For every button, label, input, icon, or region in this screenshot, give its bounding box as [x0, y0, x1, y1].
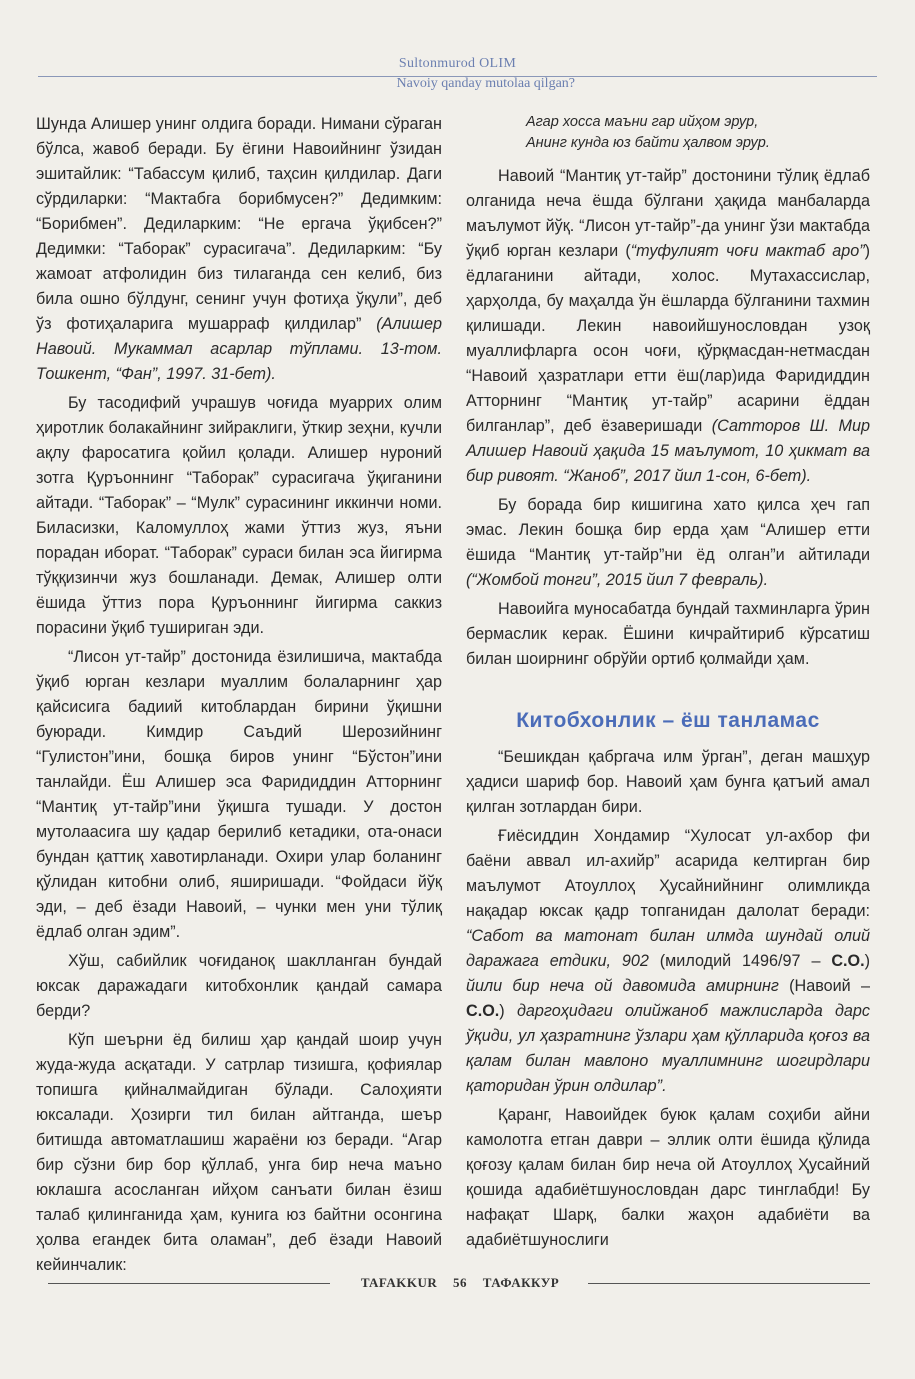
header-rule: [38, 76, 877, 77]
citation: (Алишер Навоий. Мукаммал асарлар тўплами. 13-том. Тошкент, “Фан”, 1997. 31-бет).: [36, 315, 442, 383]
quote: йили бир неча ой давомида амирнинг: [466, 977, 779, 995]
left-column: [36, 112, 442, 1278]
verse-quote: [466, 112, 870, 154]
paragraph: [466, 824, 870, 1099]
citation: (Сатторов Ш. Мир Алишер Навоий ҳақида 15 маълумот, 10 ҳикмат ва бир ривоят. “Жаноб”, 2017 йил 1-сон, 6-бет).: [466, 417, 870, 485]
running-header: [0, 56, 915, 92]
quote: даргоҳидаги олийжаноб мажлисларда дарс ўқиди, ул ҳазратнинг ўзлари ҳам қўлларида қоғоз ва қалам билан мавлоно муаллимнинг шогирдлари қаторидан ўрин олдилар”.: [466, 1002, 871, 1095]
quote: “Сабот ва матонат билан илмда шундай олий даражага етдики, 902: [466, 927, 870, 970]
initials: С.О.: [466, 1002, 500, 1020]
paragraph: Бу тасодифий учрашув чоғида муаррих олим ҳиротлик болакайнинг зийраклиги, ўткир зеҳни, кучли ақлу фаросатига қойил қолади. Алишер нуроний зотга Қуръоннинг “Таборак” сурасигача ўқиганини айтади. “Таборак” – “Мулк” сурасининг иккинчи номи. Биласизки, Каломуллоҳ жами ўттиз жуз, яъни порадан иборат. “Таборак” сураси билан эса йигирма тўққизинчи жуз бошланади. Демак, Алишер олти ёшида ўттиз пора Қуръоннинг йигирма саккиз порасини ўқиб тушириган эди.: [36, 394, 442, 637]
paragraph-text: Шунда Алишер унинг олдига боради. Нимани сўраган бўлса, жавоб беради. Бу ёгини Навоийнинг ўзидан эшитайлик: “Табассум қилиб, таҳсин қилдилар. Даги сўрдиларки: “Мактабга борибмусен?” Дедимким: “Борибмен”. Дедиларким: “Не ергача ўқибсен?” Дедимки: “Таборак” сурасигача”. Дедиларким: “Бу жамоат атфолидин биз тилаганда сен келиб, биз била ошно бўлдунг, сенинг учун фотиҳа ўқули”, деб ўз фотиҳаларига мушарраф қилдилар”: [36, 115, 442, 333]
paragraph-text: Ғиёсиддин Хондамир “Хулосат ул-ахбор фи баёни аввал ил-ахийр” асарида келтирган бир маълумот Атоуллоҳ Ҳусайнийнинг олимликда нақадар юксак қадр топганидан далолат беради:: [466, 827, 870, 920]
header-subtitle: Navoiy qanday mutolaa qilgan?: [396, 76, 575, 91]
citation: (“Жомбой тонги”, 2015 йил 7 февраль).: [466, 571, 769, 589]
right-column: [466, 112, 870, 1253]
paragraph: [36, 112, 442, 387]
paragraph: Қаранг, Навоийдек буюк қалам соҳиби айни камолотга етган даври – эллик олти ёшида қўлида қоғозу қалам билан бир неча ой Атоуллоҳ Ҳусайний қошида адабиётшунословдан дарс тинглабди! Бу нафақат Шарқ, балки жаҳон адабиёти ва адабиётшунослиги: [466, 1106, 870, 1249]
paragraph-text: ): [864, 952, 871, 970]
initials: С.О.: [831, 952, 865, 970]
paragraph-text: (Навоий –: [778, 977, 870, 995]
footer-text: [340, 1275, 580, 1291]
footer-journal-cyrillic: ТАФАККУР: [482, 1275, 560, 1290]
section-heading: Китобхонлик – ёш танламас: [516, 709, 820, 732]
paragraph-text: ): [499, 1002, 517, 1020]
quote: “туфулият чоғи мактаб аро”: [630, 242, 865, 260]
paragraph-text: ) ёдлаганини айтади, холос. Мутахассислар, ҳарҳолда, бу маҳалда ўн ёшларда бўлганини тахмин қилишади. Лекин навоийшунословдан узоқ муаллифларга осон чоғи, қўрқмасдан-нетмасдан “Навоий ҳазратлари етти ёш(лар)ида Фаридиддин Атторнинг “Мантиқ ут-тайр” асарини ёддан билганлар”, деб ёзаверишади: [466, 242, 871, 435]
footer-rule-right: [588, 1283, 870, 1284]
verse-line: Анинг кунда юз байти ҳалвом эрур.: [526, 135, 770, 151]
paragraph: “Лисон ут-тайр” достонида ёзилишича, мактабда ўқиб юрган кезлари муаллим болаларнинг ҳар қайсисига бадиий китоблардан бирини ўқишни буюради. Кимдир Саъдий Шерозийнинг “Гулистон”ини, бошқа биров унинг “Бўстон”ини танлайди. Ёш Алишер эса Фаридиддин Атторнинг “Мантиқ ут-тайр”ини ўқишга тушади. У достон мутолаасига шу қадар берилиб кетадики, ота-онаси бундан қаттиқ хавотирланади. Охири улар боланинг қўлидан китобни олиб, яширишади. “Фойдаси йўқ эди, – деб ёзади Навоий, – чунки мен уни тўлиқ ёдлаб олган эдим”.: [36, 648, 442, 941]
paragraph: Кўп шеърни ёд билиш ҳар қандай шоир учун жуда-жуда асқатади. У сатрлар тизишга, қофиялар топишга қийналмайдиган бўлади. Салоҳияти юксалади. Ҳозирги тил билан айтганда, шеър битишда автоматлашиш жараёни юз беради. “Агар бир сўзни бир бор қўллаб, унга бир неча маъно юклашга асосланган ийҳом санъати билан ёзиш талаб қилинганида ҳам, кунига юз байтни осонгина ҳолва егандек бита оламан”, деб ёзади Навоий кейинчалик:: [36, 1031, 442, 1274]
page-number: 56: [453, 1275, 468, 1290]
paragraph: [466, 164, 870, 489]
footer-journal-latin: TAFAKKUR: [360, 1275, 438, 1290]
header-author: Sultonmurod OLIM: [398, 56, 517, 71]
paragraph: Навоийга муносабатда бундай тахминларга ўрин бермаслик керак. Ёшини кичрайтириб кўрсатиш билан шоирнинг обрўйи ортиб қолмайди ҳам.: [466, 600, 870, 668]
paragraph: “Бешикдан қабргача илм ўрган”, деган машҳур ҳадиси шариф бор. Навоий ҳам бунга қатъий амал қилган зотлардан бири.: [466, 748, 870, 816]
paragraph-text: Бу борада бир кишигина хато қилса ҳеч гап эмас. Лекин бошқа бир ерда ҳам “Алишер етти ёшида “Мантиқ ут-тайр”ни ёд олган”и айтилади: [466, 496, 870, 564]
paragraph: Хўш, сабийлик чоғиданоқ шаклланган бундай юксак даражадаги китобхонлик қандай самара берди?: [36, 952, 442, 1020]
footer-rule-left: [48, 1283, 330, 1284]
paragraph-text: Навоий “Мантиқ ут-тайр” достонини тўлиқ ёдлаб олганида неча ёшда бўлгани ҳақида манбаларда маълумот йўқ. “Лисон ут-тайр”-да унинг ўзи мактабда ўқиб юрган кезлари (: [466, 167, 870, 260]
paragraph: [466, 493, 870, 593]
verse-line: Агар хосса маъни гар ийҳом эрур,: [526, 114, 759, 130]
paragraph-text: (милодий 1496/97 –: [648, 952, 832, 970]
